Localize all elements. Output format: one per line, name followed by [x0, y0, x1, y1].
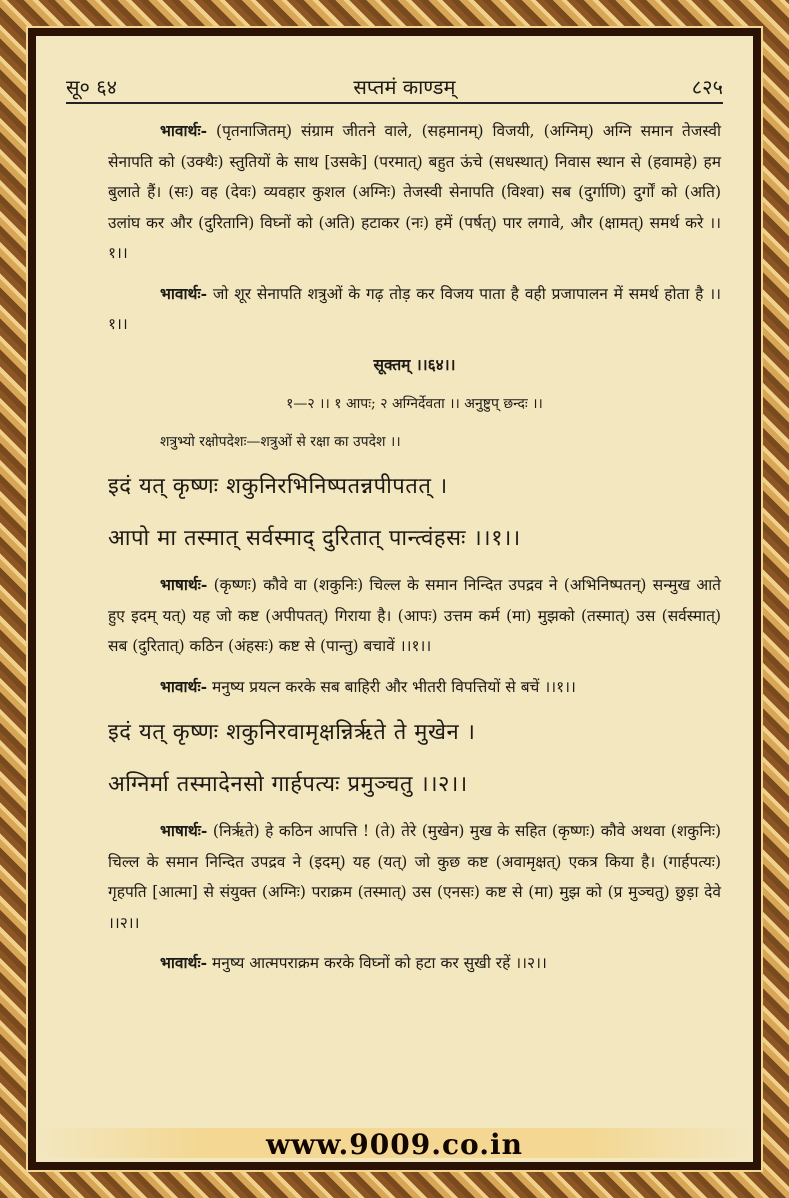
bhavartha-text: जो शूर सेनापति शत्रुओं के गढ़ तोड़ कर विजय पाता है वही प्रजापालन में समर्थ होता है ।।१।। [108, 284, 721, 333]
bhavartha-label: भावार्थः- [160, 283, 208, 303]
header-right: ८२५ [691, 74, 723, 99]
bhashartha-text: (निर्ऋते) हे कठिन आपत्ति ! (ते) तेरे (मुखेन) मुख के सहित (कृष्णः) कौवे अथवा (शकुनिः) चिल्ल के समान निन्दित उपद्रव ने (इदम्) यह (यत्) जो कुछ कष्ट (अवामृक्षत्) एकत्र किया है। (गार्हपत्यः) गृहपति [आत्मा] से संयुक्त (अग्निः) पराक्रम (तस्मात्) उस (एनसः) कष्ट से (मा) मुझ को (प्र मुञ्चतु) छुड़ा देवे ।।२।। [108, 822, 721, 932]
bhashartha-label: भाषार्थः- [160, 575, 208, 594]
bhashartha-3 [108, 816, 721, 938]
header-center: सप्तमं काण्डम् [353, 74, 456, 99]
bhashartha-1 [108, 116, 721, 269]
bhavartha-text: मनुष्य आत्मपराक्रम करके विघ्नों को हटा कर सुखी रहें ।।२।। [211, 954, 547, 972]
sukta-title: सूक्तम् ।।६४।। [373, 354, 456, 374]
bhashartha-text: (पृतनाजितम्) संग्राम जीतने वाले, (सहमानम्) विजयी, (अग्निम्) अग्नि समान तेजस्वी सेनापति को (उक्थैः) स्तुतियों के साथ [उसके] (परमात्) बहुत ऊंचे (सधस्थात्) निवास स्थान से (हवामहे) हम बुलाते हैं। (सः) वह (देवः) व्यवहार कुशल (अग्निः) तेजस्वी सेनापति (विश्वा) सब (दुर्गाणि) दुर्गों को (अति) उलांघ कर और (दुरितानि) विघ्नों को (अति) हटाकर (नः) हमें (पर्षत्) पार लगावे, और (क्षामत्) समर्थ करे ।।१।। [108, 122, 721, 262]
book-page [36, 36, 753, 1162]
bhavartha-1 [108, 279, 721, 340]
bhavartha-label: भावार्थः- [160, 953, 208, 972]
mantra-line-4: अग्निर्मा तस्मादेनसो गार्हपत्यः प्रमुञ्चतु ।।२।। [108, 772, 468, 797]
bhavartha-3 [108, 948, 721, 979]
bhavartha-2 [108, 672, 721, 703]
mantra-line-1: इदं यत् कृष्णः शकुनिरभिनिष्पतन्नपीपतत् । [108, 474, 448, 499]
mantra-line-2: आपो मा तस्मात् सर्वस्माद् दुरितात् पान्त्वंहसः ।।१।। [108, 526, 521, 551]
bhavartha-text: मनुष्य प्रयत्न करके सब बाहिरी और भीतरी विपत्तियों से बचें ।।१।। [211, 677, 576, 696]
mantra-line-3: इदं यत् कृष्णः शकुनिरवामृक्षन्निर्ऋते ते मुखेन । [108, 720, 476, 745]
sukta-meta: १—२ ।। १ आपः; २ अग्निर्देवता ।। अनुष्टुप् छन्दः ।। [286, 396, 543, 412]
page-header [66, 70, 723, 104]
bhashartha-text: (कृष्णः) कौवे वा (शकुनिः) चिल्ल के समान निन्दित उपद्रव ने (अभिनिष्पतन्) सन्मुख आते हुए इदम् यत्) यह जो कष्ट (अपीपतत्) गिराया है। (आपः) उत्तम कर्म (मा) मुझको (तस्मात्) उस (सर्वस्मात्) सब (दुरितात्) कठिन (अंहसः) कष्ट से (पान्तु) बचावें ।।१।। [108, 576, 722, 655]
bhashartha-2 [108, 570, 721, 662]
bhashartha-label: भाषार्थः- [160, 821, 208, 840]
bhavartha-label: भावार्थः- [160, 676, 208, 696]
sukta-topic: शत्रुभ्यो रक्षोपदेशः—शत्रुओं से रक्षा का उपदेश ।। [160, 434, 401, 450]
website-url[interactable]: www.9009.co.in [36, 1128, 753, 1158]
header-left: सू० ६४ [66, 74, 118, 99]
bhashartha-label: भावार्थः- [160, 121, 208, 140]
page-body [108, 116, 721, 989]
